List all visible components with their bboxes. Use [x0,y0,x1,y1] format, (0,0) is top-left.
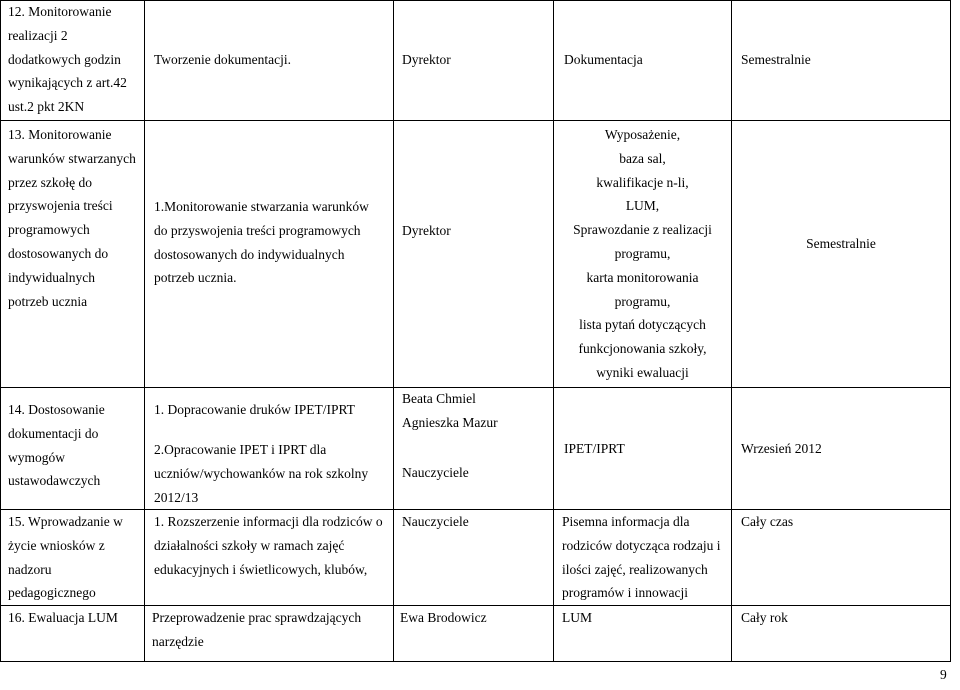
text-line: rodziców dotycząca rodzaju i [562,537,721,553]
text-line: programu, [614,293,671,309]
text-line: Sprawozdanie z realizacji [573,222,712,238]
text-line: Nauczyciele [402,465,469,480]
text-line: Semestralnie [741,52,811,67]
text-line: 16. Ewaluacja LUM [8,610,118,625]
text-line: Agnieszka Mazur [402,414,498,430]
text-line: dostosowanych do indywidualnych [154,246,345,262]
row14-responsible [402,387,550,435]
text-line: potrzeb ucznia [8,293,88,309]
text-line: ilości zajęć, realizowanych [562,561,708,577]
row15-action [154,510,392,581]
row12-evidence [564,48,729,72]
text-line: edukacyjnych i świetlicowych, klubów, [154,561,368,577]
row14-responsible-2 [402,461,550,485]
text-line: Dyrektor [402,223,451,238]
text-line: Przeprowadzenie prac sprawdzających [152,610,362,625]
text-line: pedagogicznego [8,585,96,601]
text-line: Wyposażenie, [604,127,681,142]
row15-responsible [402,510,550,534]
row12-action [154,48,390,72]
text-line: kwalifikacje n-li, [596,174,689,190]
text-line: Beata Chmiel [402,391,476,406]
text-line: narzędzie [152,633,204,649]
text-line: wynikających z art.42 [8,75,127,91]
text-line: 1. Dopracowanie druków IPET/IPRT [154,402,355,417]
text-line: życie wniosków z [8,537,105,553]
row13-action [154,195,390,290]
text-line: Semestralnie [806,236,876,251]
row14-action-2 [154,438,390,509]
table-border [950,0,951,662]
text-line: indywidualnych [8,269,95,285]
row16-responsible [400,606,550,630]
row15-deadline [741,510,947,534]
row-divider [0,0,951,1]
text-line: potrzeb ucznia. [154,270,237,286]
text-line: Nauczyciele [402,514,469,529]
text-line: ustawodawczych [8,473,101,489]
row13-evidence [554,123,731,385]
text-line: funkcjonowania szkoły, [578,341,707,357]
row14-task [8,398,142,493]
row12-deadline [741,48,947,72]
text-line: 2012/13 [154,489,199,505]
text-line: Cały czas [741,514,794,529]
table-border [0,0,1,662]
text-line: programowych [8,222,90,238]
row13-task [8,123,142,313]
column-divider [144,0,145,662]
row14-action-1 [154,398,390,422]
text-line: Pisemna informacja dla [562,514,690,529]
text-line: warunków stwarzanych [8,150,136,166]
text-line: 14. Dostosowanie [8,402,105,417]
text-line: wymogów [8,449,65,465]
text-line: uczniów/wychowanków na rok szkolny [154,465,369,481]
row16-task [8,606,142,630]
row12-responsible [402,48,550,72]
text-line: dodatkowych godzin [8,51,121,67]
text-line: do przyswojenia treści programowych [154,222,361,238]
text-line: działalności szkoły w ramach zajęć [154,537,345,553]
row-divider [0,120,951,121]
text-line: programów i innowacji [562,585,688,601]
text-line: Dokumentacja [564,52,643,67]
table-border [0,661,951,662]
text-line: 12. Monitorowanie [8,4,112,19]
row15-task [8,510,142,605]
text-line: 1. Rozszerzenie informacji dla rodziców o [154,514,383,529]
text-line: ust.2 pkt 2KN [8,99,85,115]
page-number: 9 [940,667,947,682]
row15-evidence [562,510,730,605]
text-line: przez szkołę do [8,174,92,190]
text-line: przyswojenia treści [8,198,113,214]
text-line: IPET/IPRT [564,441,625,456]
text-line: 2.Opracowanie IPET i IPRT dla [154,442,327,457]
row16-deadline [741,606,947,630]
column-divider [393,0,394,662]
row13-responsible [402,219,550,243]
column-divider [731,0,732,662]
text-line: Tworzenie dokumentacji. [154,52,292,67]
text-line: programu, [614,245,671,261]
text-line: karta monitorowania [586,269,699,285]
row13-deadline [732,232,950,256]
row12-task [8,0,142,119]
text-line: wyniki ewaluacji [596,364,689,380]
row14-evidence [564,437,729,461]
text-line: LUM [562,610,592,625]
text-line: Dyrektor [402,52,451,67]
text-line: dostosowanych do [8,245,109,261]
text-line: 15. Wprowadzanie w [8,514,123,529]
text-line: Ewa Brodowicz [400,610,487,625]
text-line: nadzoru [8,561,52,577]
text-line: Cały rok [741,610,788,625]
row16-action [152,606,390,654]
text-line: LUM, [625,198,660,214]
text-line: baza sal, [619,150,666,166]
text-line: realizacji 2 [8,27,68,43]
row14-deadline [741,437,947,461]
row16-evidence [562,606,730,630]
text-line: 13. Monitorowanie [8,127,112,142]
text-line: 1.Monitorowanie stwarzania warunków [154,199,369,214]
text-line: lista pytań dotyczących [579,317,706,333]
text-line: dokumentacji do [8,425,99,441]
text-line: Wrzesień 2012 [741,441,822,456]
